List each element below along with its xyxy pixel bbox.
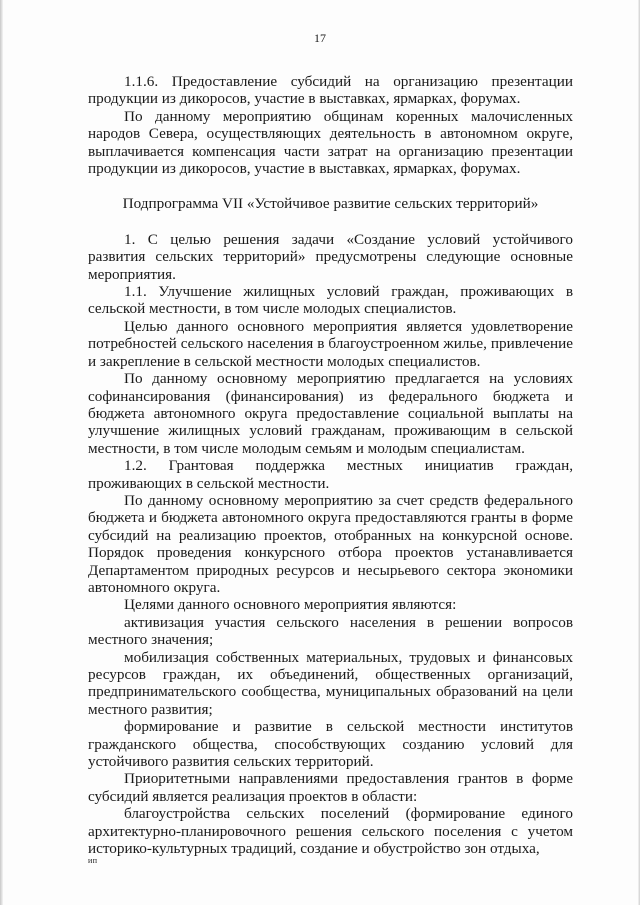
- paragraph-goals-intro: Целями данного основного мероприятия являются:: [124, 596, 457, 614]
- paragraph-1-1: 1.1. Улучшение жилищных условий граждан, проживающих в сельской местности, в том числе молодых специалистов.: [88, 283, 573, 318]
- paragraph-goal-institutions: формирование и развитие в сельской местности институтов гражданского общества, способствующих созданию условий для устойчивого развития сельских территорий.: [88, 718, 573, 771]
- paragraph-improvement: благоустройства сельских поселений (формирование единого архитектурно-планировочного решения сельского поселения с учетом историко-культурных традиций, создание и обустройство зон отдыха,: [88, 805, 573, 858]
- paragraph-grants: По данному основному мероприятию за счет средств федерального бюджета и бюджета автономного округа предоставляются гранты в форме субсидий на реализацию проектов, отобранных на конкурсной основе. Порядок проведения конкурсного отбора проектов устанавливается Департаментом природных ресурсов и несырьевого сектора экономики автономного округа.: [88, 491, 573, 596]
- paragraph-goal-mobilization: мобилизация собственных материальных, трудовых и финансовых ресурсов граждан, их объединений, общественных организаций, предпринимательского сообщества, муниципальных образований на цели местного развития;: [88, 648, 573, 718]
- paragraph-task: 1. С целью решения задачи «Создание условий устойчивого развития сельских территорий» предусмотрены следующие основные мероприятия.: [88, 230, 573, 283]
- paragraph-priorities: Приоритетными направлениями предоставления грантов в форме субсидий является реализация проектов в области:: [88, 770, 573, 805]
- paragraph-goal-1-1: Целью данного основного мероприятия является удовлетворение потребностей сельского населения в благоустроенном жилье, привлечение и закрепление в сельской местности молодых специалистов.: [88, 317, 573, 370]
- paragraph-cofinancing: По данному основному мероприятию предлагается на условиях софинансирования (финансирования) из федерального бюджета и бюджета автономного округа предоставление социальной выплаты на улучшение жилищных условий гражданам, проживающим в сельской местности, в том числе молодым семьям и молодым специалистам.: [88, 370, 573, 457]
- paragraph-goal-activization: активизация участия сельского населения в решении вопросов местного значения;: [88, 613, 573, 649]
- subprogram-heading: Подпрограмма VII «Устойчивое развитие сельских территорий»: [122, 195, 539, 213]
- paragraph-compensation: По данному мероприятию общинам коренных малочисленных народов Севера, осуществляющих деятельность в автономном округе, выплачивается компенсация части затрат на организацию презентации продукции из дикоросов, участие в выставках, ярмарках, форумах.: [88, 107, 573, 178]
- document-body: [88, 73, 573, 857]
- paragraph-1-2: 1.2. Грантовая поддержка местных инициатив граждан, проживающих в сельской местности.: [88, 457, 573, 492]
- page-number: 17: [314, 31, 326, 45]
- footer-mark: ип: [88, 856, 98, 865]
- paragraph-1-1-6: 1.1.6. Предоставление субсидий на организацию презентации продукции из дикоросов, участие в выставках, ярмарках, форумах.: [88, 73, 573, 108]
- page-edge-left: [0, 0, 3, 905]
